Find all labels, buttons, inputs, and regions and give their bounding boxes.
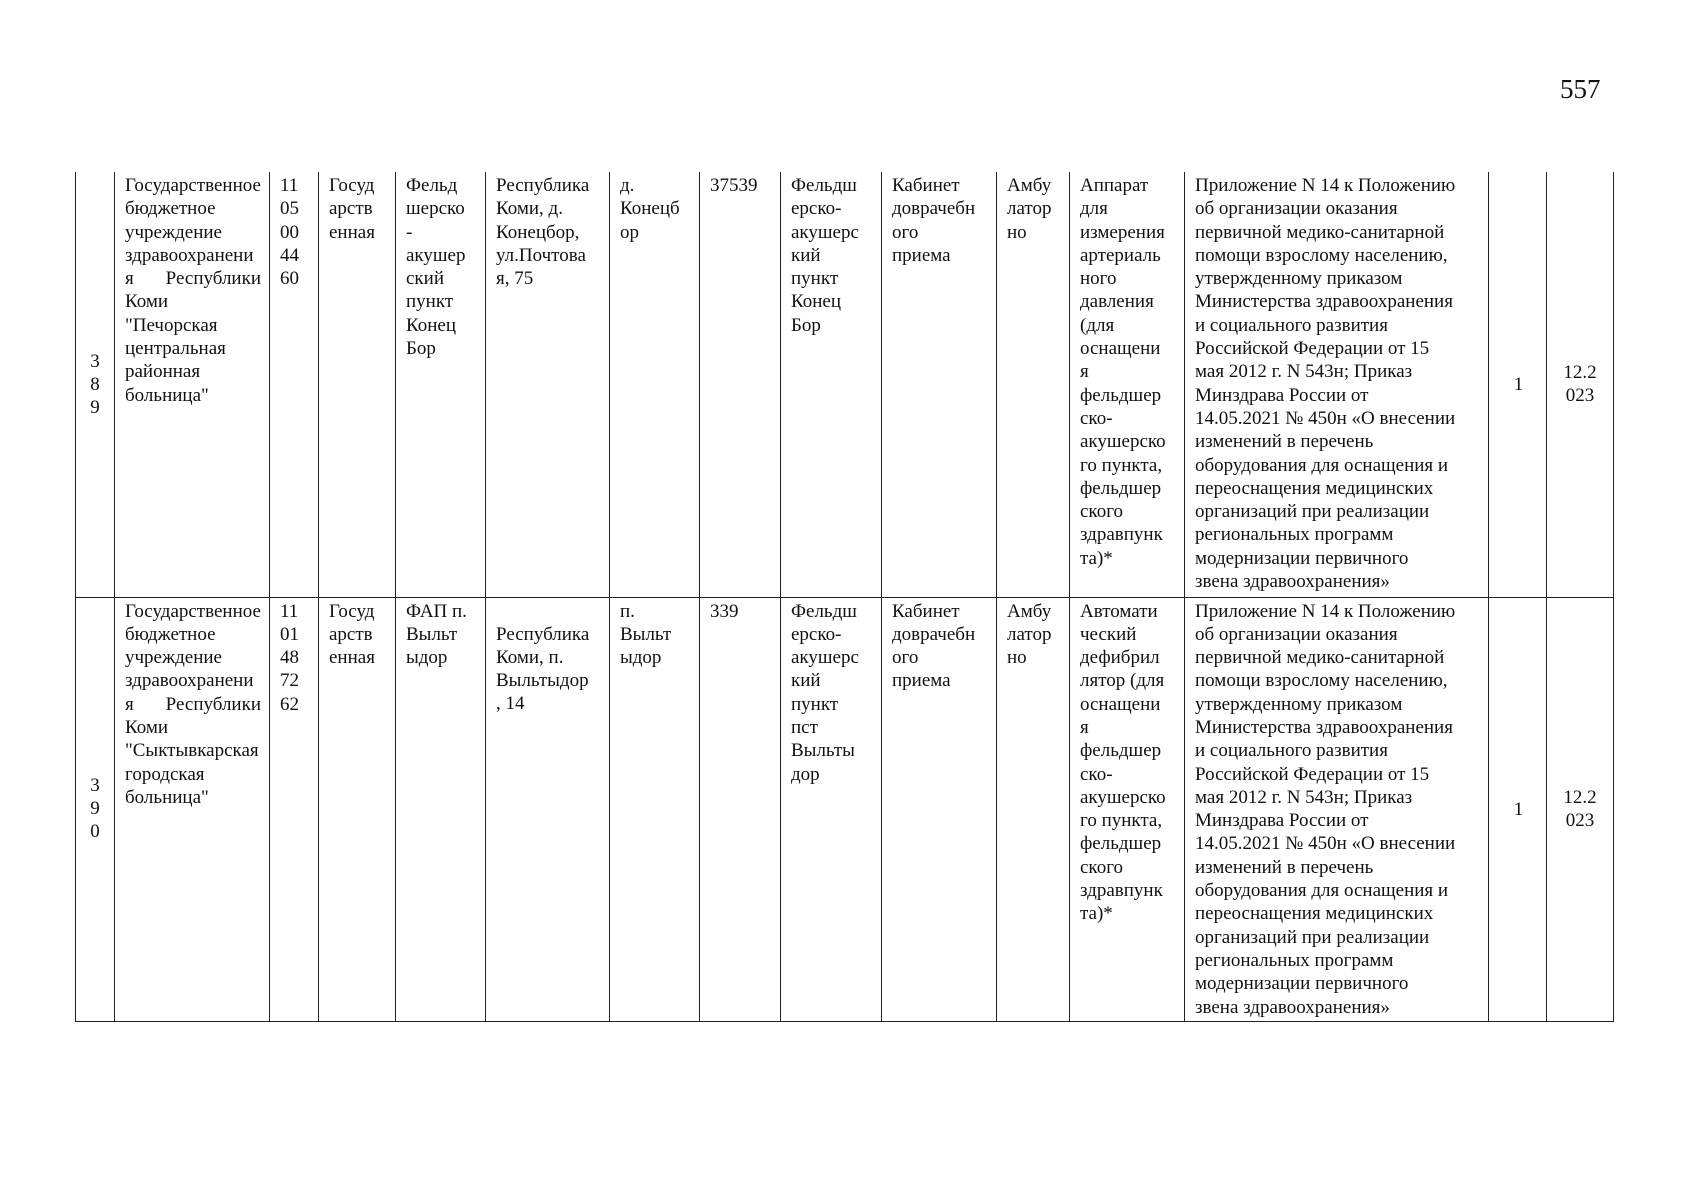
quantity-cell: 1 [1489, 172, 1547, 597]
organization-cell: Государственное бюджетное учреждение здравоохранения Республики Коми "Сыктывкарская городская больница" [115, 597, 270, 1021]
population-cell: 37539 [700, 172, 781, 597]
address-cell: Республика Коми, п. Выльтыдор , 14 [486, 597, 610, 1021]
organization-cell: Государственное бюджетное учреждение здравоохранения Республики Коми "Печорская центральная районная больница" [115, 172, 270, 597]
equipment-cell: Аппарат для измерения артериаль ного давления (для оснащени я фельдшер ско- акушерско го пункта, фельдшер ского здравпунк та)* [1070, 172, 1185, 597]
quantity-cell: 1 [1489, 597, 1547, 1021]
unit-cell: ФАП п. Выльт ыдор [396, 597, 486, 1021]
room-cell: Кабинет доврачебн ого приема [882, 597, 997, 1021]
care-cell: Амбу латор но [997, 597, 1070, 1021]
basis-cell: Приложение N 14 к Положению об организации оказания первичной медико-санитарной помощи взрослому населению, утвержденному приказом Министерства здравоохранения и социального развития Российской Федерации от 15 мая 2012 г. N 543н; Приказ Минздрава России от 14.05.2021 № 450н «О внесении изменений в перечень оборудования для оснащения и переоснащения медицинских организаций при реализации региональных программ модернизации первичного звена здравоохранения» [1185, 597, 1489, 1021]
equipment-cell: Автомати ческий дефибрил лятор (для оснащени я фельдшер ско- акушерско го пункта, фельдшер ского здравпунк та)* [1070, 597, 1185, 1021]
code-cell: 11 05 00 44 60 [270, 172, 319, 597]
unit-type-cell: Фельдш ерско- акушерс кий пункт Конец Бор [781, 172, 882, 597]
row-number: 390 [76, 597, 115, 1021]
equipment-table [75, 172, 1614, 1022]
settlement-cell: д. Конецб ор [610, 172, 700, 597]
care-cell: Амбу латор но [997, 172, 1070, 597]
address-cell: Республика Коми, д. Конецбор, ул.Почтова я, 75 [486, 172, 610, 597]
ownership-cell: Госуд арств енная [319, 172, 396, 597]
date-cell: 12.2 023 [1547, 172, 1614, 597]
code-cell: 11 01 48 72 62 [270, 597, 319, 1021]
population-cell: 339 [700, 597, 781, 1021]
row-number: 389 [76, 172, 115, 597]
table-row [76, 597, 1614, 1021]
table-row [76, 172, 1614, 597]
room-cell: Кабинет доврачебн ого приема [882, 172, 997, 597]
basis-cell: Приложение N 14 к Положению об организации оказания первичной медико-санитарной помощи взрослому населению, утвержденному приказом Министерства здравоохранения и социального развития Российской Федерации от 15 мая 2012 г. N 543н; Приказ Минздрава России от 14.05.2021 № 450н «О внесении изменений в перечень оборудования для оснащения и переоснащения медицинских организаций при реализации региональных программ модернизации первичного звена здравоохранения» [1185, 172, 1489, 597]
ownership-cell: Госуд арств енная [319, 597, 396, 1021]
settlement-cell: п. Выльт ыдор [610, 597, 700, 1021]
page-number: 557 [1560, 74, 1601, 104]
unit-cell: Фельд шерско - акушер ский пункт Конец Бор [396, 172, 486, 597]
date-cell: 12.2 023 [1547, 597, 1614, 1021]
unit-type-cell: Фельдш ерско- акушерс кий пункт пст Выльты дор [781, 597, 882, 1021]
